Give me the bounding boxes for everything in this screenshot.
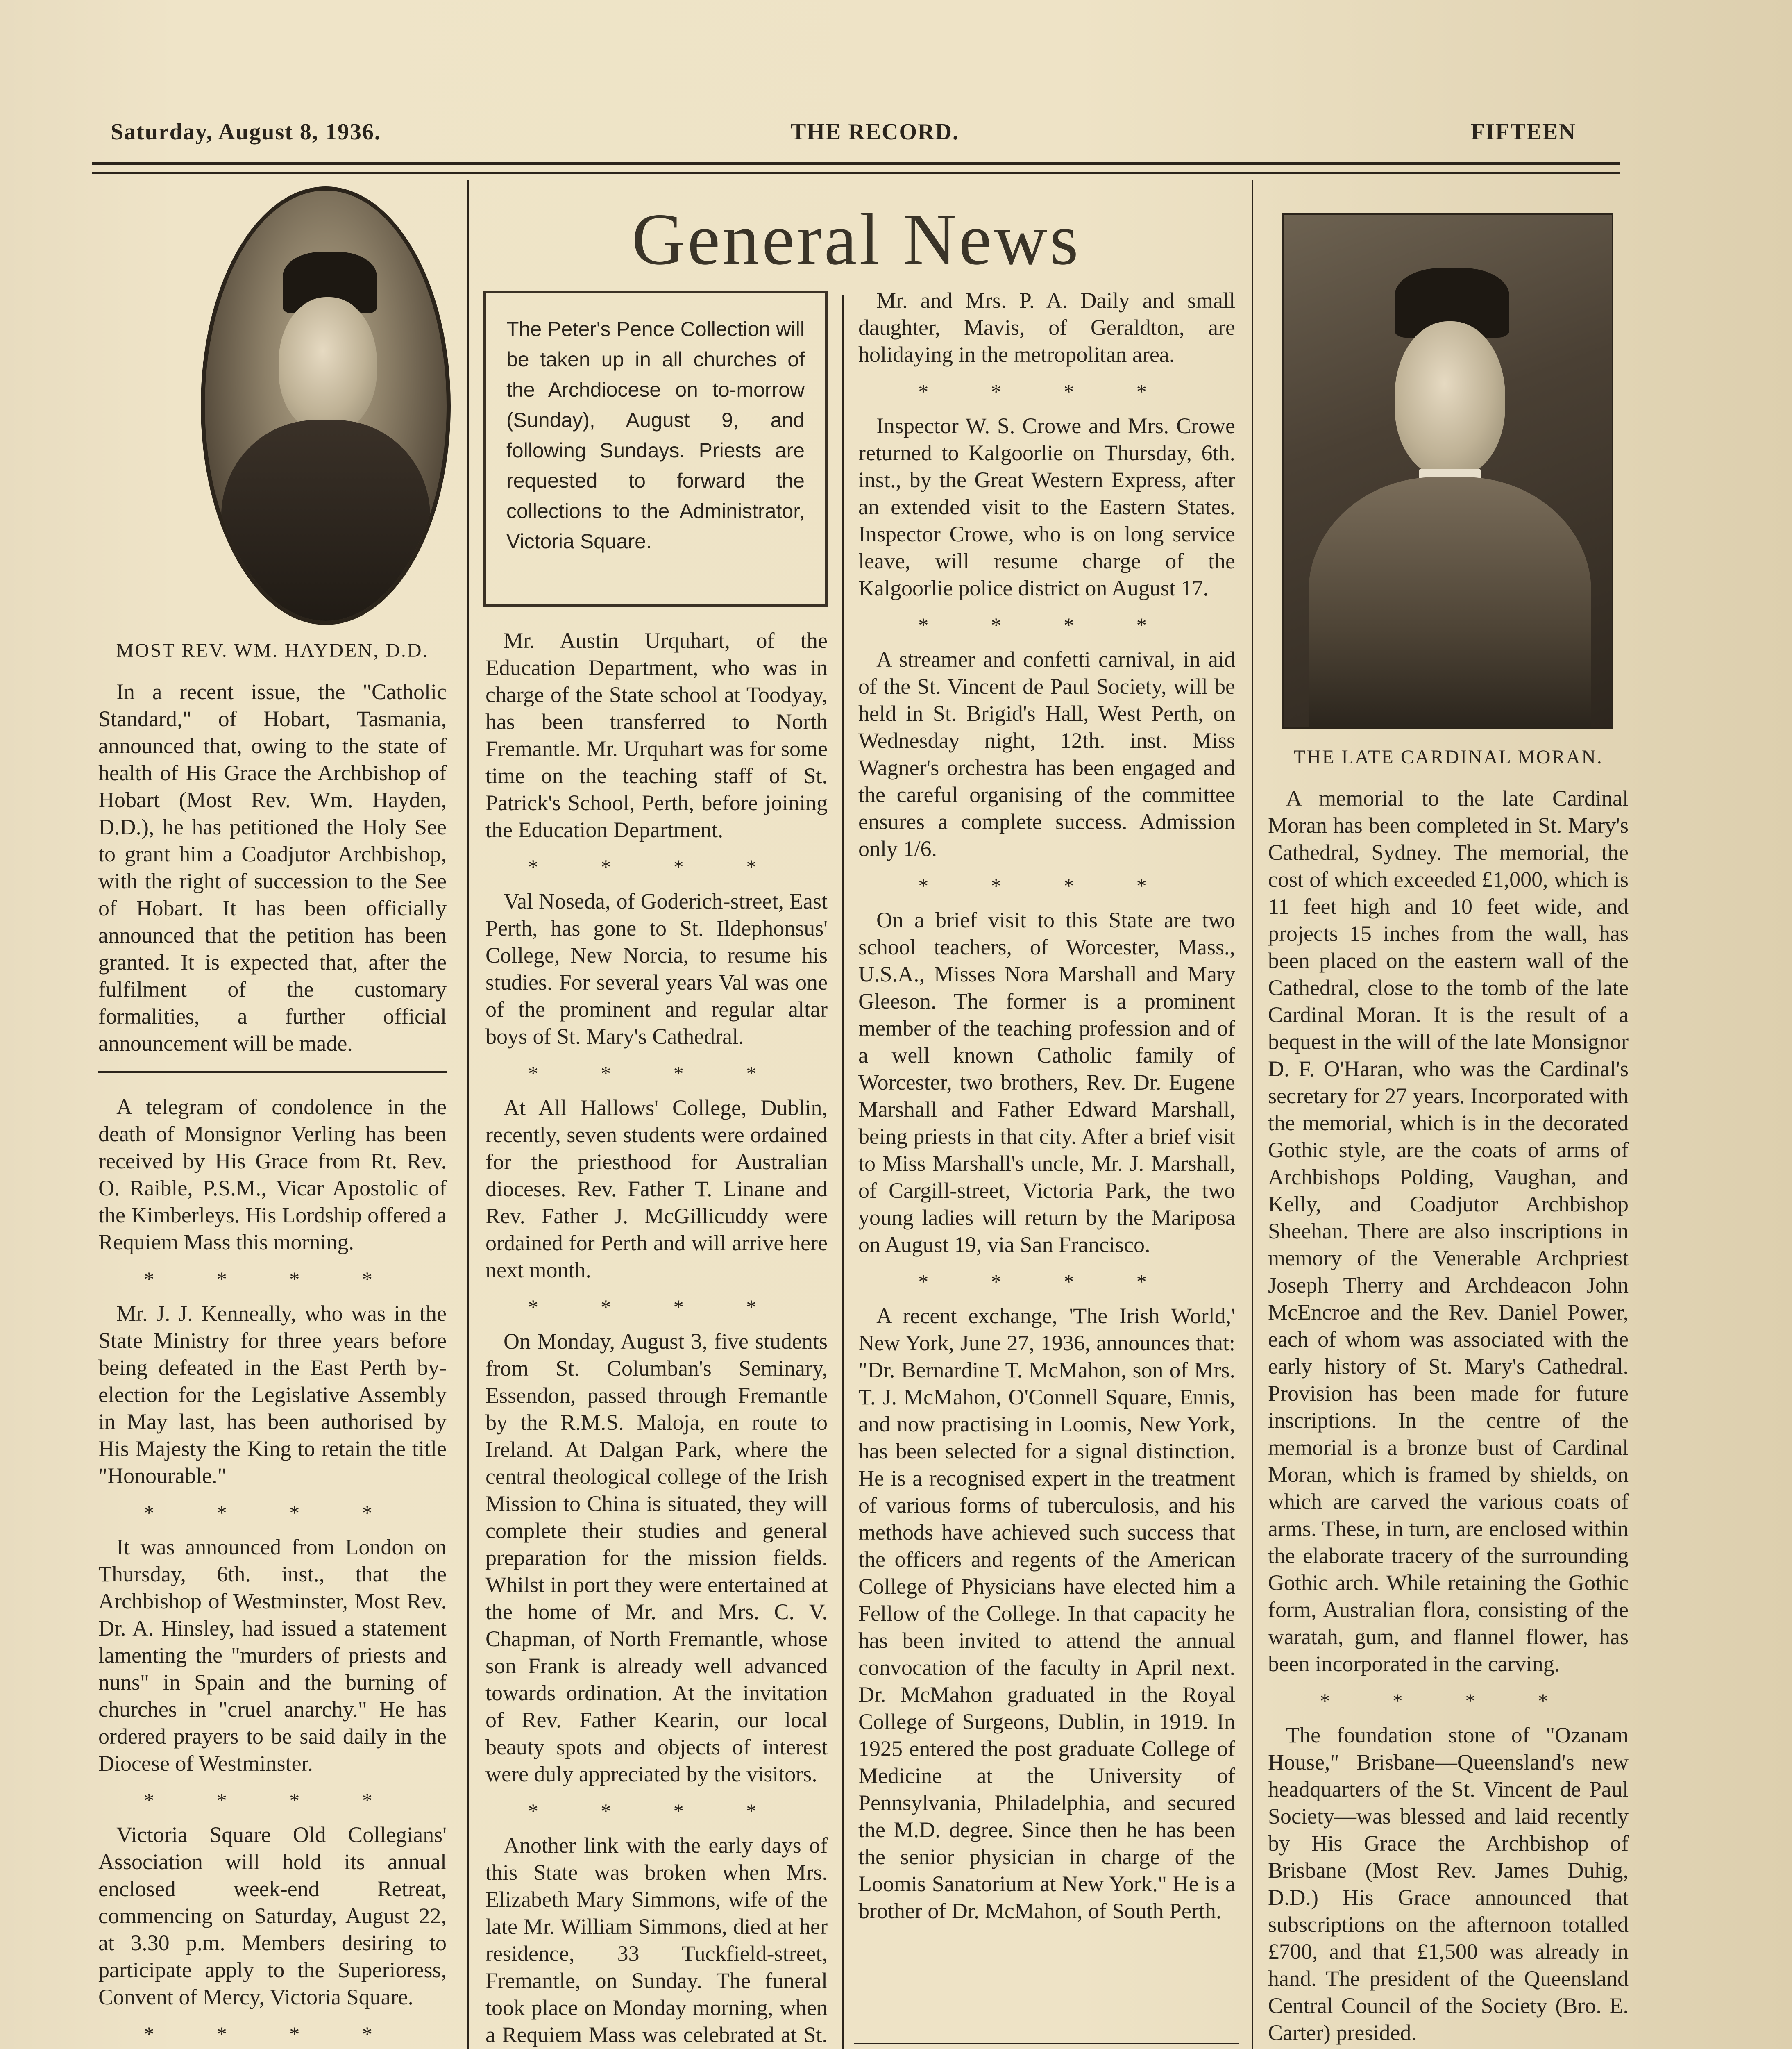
separator-stars: * * * * (144, 1268, 401, 1290)
robe-shape (221, 420, 430, 625)
column-divider-3 (1252, 180, 1253, 2049)
column-3 (858, 287, 1235, 1938)
running-header (111, 119, 1594, 156)
separator-stars: * * * * (528, 855, 785, 878)
article-westminster: It was announced from London on Thursday, 6th. inst., that the Archbishop of Westminster, Most Rev. Dr. A. Hinsley, had issued a statement lamenting the "murders of priests and nuns" in Spain and the burning of churches in "cruel anarchy." He has ordered prayers to be said daily in the Diocese of Westminster. (98, 1535, 447, 1776)
separator-stars: * * * * (528, 1799, 785, 1822)
article-urquhart: Mr. Austin Urquhart, of the Education Department, who was in charge of the State school at Toodyay, has been transferred to North Fremantle. Mr. Urquhart was for some time on the teaching staff of St. Patrick's School, Perth, before joining the Education Department. (485, 628, 828, 842)
article-simmons-obituary: Another link with the early days of this State was broken when Mrs. Elizabeth Mary Simmons, wife of the late Mr. William Simmons, died at her residence, 33 Tuckfield-street, Fremantle, on Sunday. The funeral took place on Monday morning, when a Requiem Mass was celebrated at St. (485, 1833, 828, 2047)
column-divider-2 (842, 295, 844, 2049)
article-condolence-telegram: A telegram of condolence in the death of Monsignor Verling has been received by His Grace from Rt. Rev. O. Raible, P.S.M., Vicar Apostolic of the Kimberleys. His Lordship offered a Requiem Mass this morning. (98, 1095, 447, 1254)
article-columban-students: On Monday, August 3, five students from St. Columban's Seminary, Essendon, passed through Fremantle by the R.M.S. Maloja, en route to Ireland. At Dalgan Park, where the central theological college of the Irish Mission to China is situated, they will complete their studies and general preparation for the mission fields. Whilst in port they were entertained at the home of Mr. and Mrs. C. V. Chapman, of North Fremantle, whose son Frank is already well advanced towards ordination. At the invitation of Rev. Father Kearin, our local beauty spots and objects of interest were duly appreciated by the visitors. (485, 1329, 828, 1786)
separator-stars: * * * * (528, 1295, 785, 1318)
header-rule-top (92, 162, 1620, 165)
portrait-moran (1282, 213, 1613, 729)
separator-stars: * * * * (918, 380, 1175, 403)
article-hobart-coadjutor: In a recent issue, the "Catholic Standard," of Hobart, Tasmania, announced that, owing to the state of health of His Grace the Archbishop of Hobart (Most Rev. Wm. Hayden, D.D.), he has petitioned the Holy See to grant him a Coadjutor Archbishop, with the right of succession to the See of Hobart. It has been officially announced that the petition has been granted. It is expected that, after the fulfilment of the customary formalities, a further official announcement will be made. (98, 679, 447, 1056)
paper-title: THE RECORD. (791, 119, 959, 145)
column-4 (1268, 734, 1629, 2049)
article-noseda: Val Noseda, of Goderich-street, East Perth, has gone to St. Ildephonsus' College, New Norcia, to resume his studies. For several years Val was one of the prominent and regular altar boys of St. Mary's Cathedral. (485, 889, 828, 1049)
article-daily-family: Mr. and Mrs. P. A. Daily and small daughter, Mavis, of Geraldton, are holidaying in the metropolitan area. (858, 288, 1235, 367)
article-inspector-crowe: Inspector W. S. Crowe and Mrs. Crowe returned to Kalgoorlie on Thursday, 6th. inst., by the Great Western Express, after an extended visit to the Eastern States. Inspector Crowe, who is on long service leave, will resume charge of the Kalgoorlie police district on August 17. (858, 413, 1235, 600)
header-rule-bottom (92, 172, 1620, 174)
article-mcmahon: A recent exchange, 'The Irish World,' New York, June 27, 1936, announces that: "Dr. Bernardine T. McMahon, son of Mrs. T. J. McMahon, O'Connell Square, Ennis, and now practising in Loomis, New York, has been selected for a signal distinction. He is a recognised expert in the treatment of various forms of tuberculosis, and his methods have achieved such success that the officers and regents of the American College of Physicians have elected him a Fellow of the College. In that capacity he has been invited to attend the annual convocation of the faculty in April next. Dr. McMahon graduated in the Royal College of Surgeons, Dublin, in 1919. In 1925 entered the post graduate College of Medicine at the University of Pennsylvania, Philadelphia, and secured the M.D. degree. Since then he has been the senior physician in charge of the Loomis Sanatorium at New York." He is a brother of Dr. McMahon, of South Perth. (858, 1304, 1235, 1923)
article-carnival: A streamer and confetti carnival, in aid of the St. Vincent de Paul Society, will be held in St. Brigid's Hall, West Perth, on Wednesday night, 12th. inst. Miss Wagner's orchestra has been engaged and the careful organising of the committee ensures a complete success. Admission only 1/6. (858, 647, 1235, 861)
photo-caption-moran: THE LATE CARDINAL MORAN. (1293, 746, 1603, 768)
separator-stars: * * * * (1320, 1689, 1577, 1712)
page-number: FIFTEEN (1471, 119, 1576, 145)
separator-stars: * * * * (144, 1501, 401, 1524)
issue-date: Saturday, August 8, 1936. (111, 119, 381, 145)
column-2 (485, 627, 828, 2049)
article-moran-memorial: A memorial to the late Cardinal Moran has been completed in St. Mary's Cathedral, Sydney. The memorial, the cost of which exceeded £1,000, which is 11 feet high and 10 feet wide, and projects 15 inches from the wall, has been placed on the eastern wall of the Cathedral, close to the tomb of the late Cardinal Moran. It is the result of a bequest in the will of the late Monsignor D. F. O'Haran, who was the Cardinal's secretary for 27 years. Incorporated with the memorial, which is in the decorated Gothic style, are the coats of arms of Archbishops Polding, Vaughan, and Kelly, and Coadjutor Archbishop Sheehan. There are also inscriptions in memory of the Venerable Archpriest Joseph Therry and Archdeacon John McEncroe and the Rev. Daniel Power, each of whom was associated with the early history of St. Mary's Cathedral. Provision has been made for future inscriptions. In the centre of the memorial is a bronze bust of Cardinal Moran, which is framed by shields, on which are carved the various coats of arms. These, in turn, are enclosed within the elaborate tracery of the surrounding Gothic arch. While retaining the Gothic form, Australian flora, consisting of the waratah, gum, and flannel flower, has been incorporated in the carving. (1268, 786, 1629, 1676)
separator-stars: * * * * (528, 1062, 785, 1085)
column-1 (98, 627, 447, 2049)
article-kenneally: Mr. J. J. Kenneally, who was in the State Ministry for three years before being defeated in the East Perth by-election for the Legislative Assembly in May last, has been authorised by His Majesty the King to retain the title "Honourable." (98, 1301, 447, 1488)
face-shape (279, 297, 377, 432)
section-masthead: General News (631, 198, 1081, 280)
separator-stars: * * * * (918, 874, 1175, 897)
column-divider-1 (467, 180, 469, 2049)
separator-stars: * * * * (918, 1270, 1175, 1293)
peters-pence-notice: The Peter's Pence Collection will be taken up in all churches of the Archdiocese on to-morrow (Sunday), August 9, and following Sundays. Priests are requested to forward the collections to the Administrator, Victoria Square. (483, 291, 828, 607)
hns-rule (854, 2043, 1239, 2044)
article-worcester-teachers: On a brief visit to this State are two school teachers, of Worcester, Mass., U.S.A., Misses Nora Marshall and Mary Gleeson. The former is a prominent member of the teaching profession and of a well known Catholic family of Worcester, two brothers, Rev. Dr. Eugene Marshall and Father Edward Marshall, being priests in that city. After a brief visit to Miss Marshall's uncle, Mr. J. Marshall, of Cargill-street, Victoria Park, the two young ladies will return by the Mariposa on August 19, via San Francisco. (858, 908, 1235, 1257)
separator-stars: * * * * (144, 1789, 401, 1812)
article-rule (98, 1071, 447, 1073)
separator-stars: * * * * (144, 2022, 401, 2045)
face-shape (1395, 321, 1505, 477)
article-retreat: Victoria Square Old Collegians' Association will hold its annual enclosed week-end Retreat, commencing on Saturday, August 22, at 3.30 p.m. Members desiring to participate apply to the Superioress, Convent of Mercy, Victoria Square. (98, 1822, 447, 2009)
article-ozanam-house: The foundation stone of "Ozanam House," Brisbane—Queensland's new headquarters of the St. Vincent de Paul Society—was blessed and laid recently by His Grace the Archbishop of Brisbane (Most Rev. James Duhig, D.D.) His Grace announced that subscriptions on the afternoon totalled £700, and that £1,500 was already in hand. The president of the Queensland Central Council of the Society (Bro. E. Carter) presided. (1268, 1723, 1629, 2045)
article-all-hallows: At All Hallows' College, Dublin, recently, seven students were ordained for the priesthood for Australian dioceses. Rev. Father T. Linane and Rev. Father J. McGillicuddy were ordained for Perth and will arrive here next month. (485, 1095, 828, 1282)
separator-stars: * * * * (918, 613, 1175, 636)
portrait-hayden (201, 186, 451, 625)
robe-shape (1309, 477, 1591, 729)
photo-caption-hayden: MOST REV. WM. HAYDEN, D.D. (116, 640, 429, 661)
